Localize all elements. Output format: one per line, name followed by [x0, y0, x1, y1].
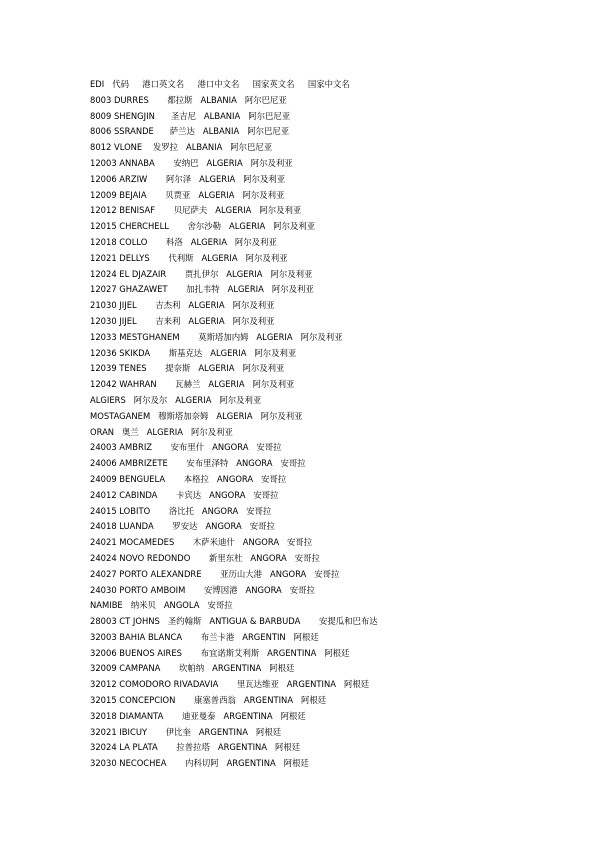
list-item: 24006 AMBRIZETE 安布里泽特 ANGORA 安哥拉: [90, 458, 306, 469]
list-item: 8012 VLONE 发罗拉 ALBANIA 阿尔巴尼亚: [90, 142, 273, 153]
list-item: 12018 COLLO 科洛 ALGERIA 阿尔及利亚: [90, 236, 277, 247]
list-item: 24003 AMBRIZ 安布里什 ANGORA 安哥拉: [90, 442, 282, 453]
list-item: 12006 ARZIW 阿尔泽 ALGERIA 阿尔及利亚: [90, 173, 286, 184]
list-item: 32015 CONCEPCION 康塞普西翁 ARGENTINA 阿根廷: [90, 695, 327, 706]
list-item: ORAN 奥兰 ALGERIA 阿尔及利亚: [90, 426, 233, 437]
list-item: 12015 CHERCHELL 舍尔沙勒 ALGERIA 阿尔及利亚: [90, 221, 316, 232]
list-item: 24030 PORTO AMBOIM 安博因港 ANGORA 安哥拉: [90, 584, 315, 595]
list-item: 12003 ANNABA 安纳巴 ALGERIA 阿尔及利亚: [90, 157, 293, 168]
list-item: 12036 SKIKDA 斯基克达 ALGERIA 阿尔及利亚: [90, 347, 297, 358]
list-item: 32030 NECOCHEA 内科切阿 ARGENTINA 阿根廷: [90, 758, 309, 769]
list-item: 12039 TENES 提奈斯 ALGERIA 阿尔及利亚: [90, 363, 285, 374]
list-item: 12042 WAHRAN 瓦赫兰 ALGERIA 阿尔及利亚: [90, 379, 295, 390]
list-item: 24018 LUANDA 罗安达 ANGORA 安哥拉: [90, 521, 275, 532]
list-item: 32003 BAHIA BLANCA 布兰卡港 ARGENTIN 阿根廷: [90, 631, 319, 642]
list-item: NAMIBE 纳米贝 ANGOLA 安哥拉: [90, 600, 233, 611]
list-item: ALGIERS 阿尔及尔 ALGERIA 阿尔及利亚: [90, 394, 262, 405]
list-item: 24021 MOCAMEDES 木萨米迪什 ANGORA 安哥拉: [90, 537, 313, 548]
list-item: 24015 LOBITO 洛比托 ANGORA 安哥拉: [90, 505, 272, 516]
list-item: 12033 MESTGHANEM 莫斯塔加内姆 ALGERIA 阿尔及利亚: [90, 331, 343, 342]
list-item: 24012 CABINDA 卡宾达 ANGORA 安哥拉: [90, 489, 279, 500]
list-item: 24024 NOVO REDONDO 新里东杜 ANGORA 安哥拉: [90, 552, 320, 563]
list-item: 12009 BEJAIA 贝贾亚 ALGERIA 阿尔及利亚: [90, 189, 285, 200]
list-item: MOSTAGANEM 穆斯塔加奈姆 ALGERIA 阿尔及利亚: [90, 410, 303, 421]
list-item: 32009 CAMPANA 坎帕纳 ARGENTINA 阿根廷: [90, 663, 295, 674]
list-item: 24027 PORTO ALEXANDRE 亚历山大港 ANGORA 安哥拉: [90, 568, 340, 579]
list-item: 21030 JIJEL 吉杰利 ALGERIA 阿尔及利亚: [90, 300, 275, 311]
list-item: 32012 COMODORO RIVADAVIA 里瓦达维亚 ARGENTINA 阿根廷: [90, 679, 370, 690]
list-item: 8006 SSRANDE 萨兰达 ALBANIA 阿尔巴尼亚: [90, 126, 290, 137]
list-item: 32021 IBICUY 伊比奎 ARGENTINA 阿根廷: [90, 726, 282, 737]
table-header: EDI 代码 港口英文名 港口中文名 国家英文名 国家中文名: [90, 79, 350, 89]
list-item: 32018 DIAMANTA 迪亚曼泰 ARGENTINA 阿根廷: [90, 710, 306, 721]
list-item: 8003 DURRES 都拉斯 ALBANIA 阿尔巴尼亚: [90, 94, 287, 105]
list-item: 32024 LA PLATA 拉普拉塔 ARGENTINA 阿根廷: [90, 742, 301, 753]
list-item: 32006 BUENOS AIRES 布宜诺斯艾利斯 ARGENTINA 阿根廷: [90, 647, 350, 658]
list-item: 12012 BENISAF 贝尼萨夫 ALGERIA 阿尔及利亚: [90, 205, 302, 216]
list-item: 12030 JIJEL 吉来利 ALGERIA 阿尔及利亚: [90, 315, 275, 326]
port-code-list: [90, 77, 570, 772]
list-item: 12024 EL DJAZAIR 贾扎伊尔 ALGERIA 阿尔及利亚: [90, 268, 313, 279]
list-item: 24009 BENGUELA 本格拉 ANGORA 安哥拉: [90, 473, 287, 484]
list-item: 28003 CT JOHNS 圣约翰斯 ANTIGUA & BARBUDA 安提瓜和巴布达: [90, 616, 378, 627]
list-item: 12021 DELLYS 代利斯 ALGERIA 阿尔及利亚: [90, 252, 288, 263]
list-item: 12027 GHAZAWET 加扎韦特 ALGERIA 阿尔及利亚: [90, 284, 314, 295]
list-item: 8009 SHENGJIN 圣吉尼 ALBANIA 阿尔巴尼亚: [90, 110, 291, 121]
